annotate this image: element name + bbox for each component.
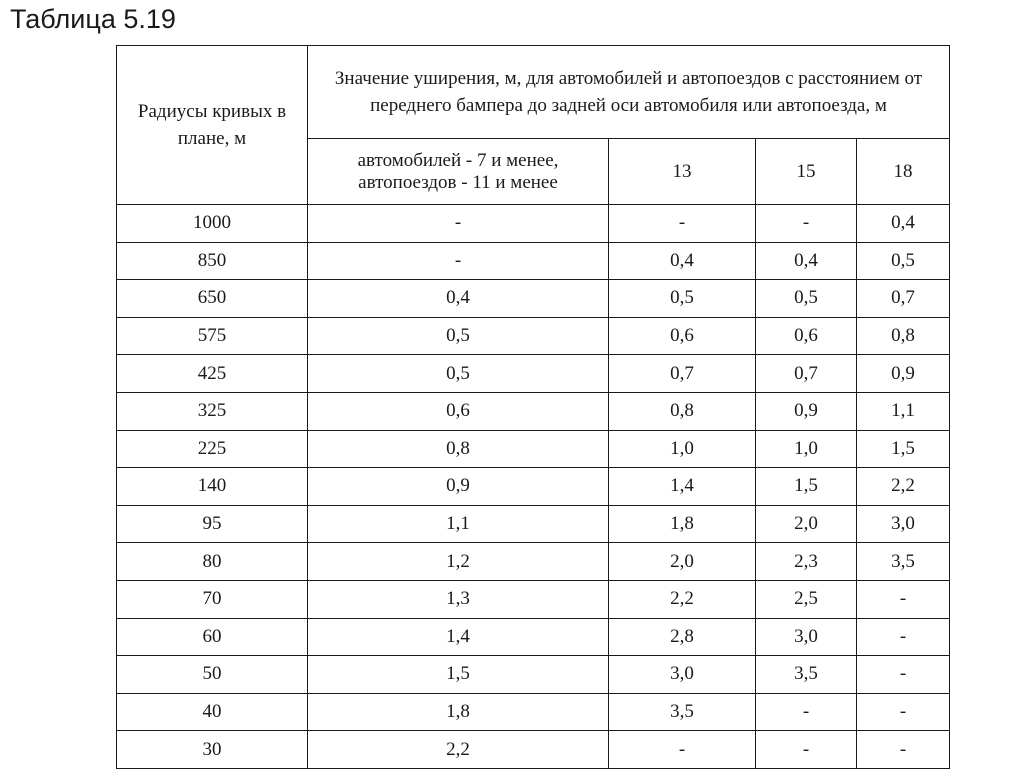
widening-value-cell: 2,2 <box>609 580 756 618</box>
widening-value-cell: - <box>857 693 950 731</box>
table-row <box>117 317 950 355</box>
header-row-group <box>117 46 950 139</box>
widening-value-cell: 0,5 <box>857 242 950 280</box>
table-row <box>117 618 950 656</box>
widening-value-cell: 1,5 <box>857 430 950 468</box>
table-row <box>117 430 950 468</box>
widening-value-cell: 2,8 <box>609 618 756 656</box>
widening-value-cell: 3,0 <box>609 656 756 694</box>
table-row <box>117 468 950 506</box>
table-row <box>117 693 950 731</box>
radius-cell: 325 <box>117 392 308 430</box>
widening-value-cell: 0,7 <box>609 355 756 393</box>
widening-value-cell: 0,8 <box>857 317 950 355</box>
widening-value-cell: 3,0 <box>756 618 857 656</box>
radius-cell: 425 <box>117 355 308 393</box>
column-header-15: 15 <box>756 139 857 205</box>
data-table <box>116 45 950 769</box>
radius-cell: 40 <box>117 693 308 731</box>
widening-value-cell: 1,1 <box>308 505 609 543</box>
widening-value-cell: - <box>609 205 756 243</box>
widening-value-cell: 0,9 <box>857 355 950 393</box>
radius-cell: 225 <box>117 430 308 468</box>
widening-value-cell: - <box>857 731 950 769</box>
widening-value-cell: - <box>308 205 609 243</box>
widening-value-cell: 1,0 <box>609 430 756 468</box>
widening-value-cell: 3,5 <box>609 693 756 731</box>
table-row <box>117 656 950 694</box>
widening-value-cell: 0,6 <box>308 392 609 430</box>
widening-value-cell: 0,8 <box>308 430 609 468</box>
widening-value-cell: 1,1 <box>857 392 950 430</box>
table-row <box>117 543 950 581</box>
widening-value-cell: - <box>857 618 950 656</box>
widening-value-cell: - <box>857 580 950 618</box>
column-header-18: 18 <box>857 139 950 205</box>
table-row <box>117 242 950 280</box>
table-row <box>117 205 950 243</box>
widening-value-cell: 0,4 <box>609 242 756 280</box>
widening-value-cell: 1,2 <box>308 543 609 581</box>
widening-value-cell: 0,9 <box>756 392 857 430</box>
widening-value-cell: 2,0 <box>756 505 857 543</box>
widening-value-cell: - <box>308 242 609 280</box>
widening-value-cell: 1,8 <box>609 505 756 543</box>
widening-value-cell: 1,0 <box>756 430 857 468</box>
widening-value-cell: 0,9 <box>308 468 609 506</box>
widening-value-cell: 0,5 <box>308 355 609 393</box>
widening-value-cell: - <box>609 731 756 769</box>
table-body <box>117 205 950 769</box>
radius-header-label: Радиусы кривых в плане, м <box>137 101 287 149</box>
widening-value-cell: 0,6 <box>756 317 857 355</box>
column-header-short-label: автомобилей - 7 и менее, автопоездов - 11 и менее <box>357 149 559 193</box>
radius-cell: 1000 <box>117 205 308 243</box>
widening-value-cell: 1,4 <box>308 618 609 656</box>
radius-cell: 95 <box>117 505 308 543</box>
widening-value-cell: 0,7 <box>857 280 950 318</box>
widening-value-cell: 1,3 <box>308 580 609 618</box>
radius-cell: 140 <box>117 468 308 506</box>
widening-value-cell: 2,0 <box>609 543 756 581</box>
table-row <box>117 505 950 543</box>
widening-value-cell: 3,0 <box>857 505 950 543</box>
radius-cell: 70 <box>117 580 308 618</box>
widening-value-cell: - <box>756 693 857 731</box>
widening-value-cell: 3,5 <box>756 656 857 694</box>
widening-value-cell: 2,5 <box>756 580 857 618</box>
widening-value-cell: 0,5 <box>308 317 609 355</box>
table-row <box>117 280 950 318</box>
widening-value-cell: 1,5 <box>308 656 609 694</box>
widening-value-cell: 0,4 <box>308 280 609 318</box>
widening-value-cell: - <box>756 731 857 769</box>
table-row <box>117 392 950 430</box>
widening-value-cell: 1,4 <box>609 468 756 506</box>
widening-value-cell: 2,2 <box>308 731 609 769</box>
radius-cell: 575 <box>117 317 308 355</box>
widening-value-cell: 0,4 <box>857 205 950 243</box>
widening-value-cell: 2,3 <box>756 543 857 581</box>
column-header-13: 13 <box>609 139 756 205</box>
widening-value-cell: 3,5 <box>857 543 950 581</box>
column-header-short <box>308 139 609 205</box>
widening-value-cell: 0,5 <box>756 280 857 318</box>
widening-value-cell: 1,8 <box>308 693 609 731</box>
radius-cell: 30 <box>117 731 308 769</box>
table-caption: Таблица 5.19 <box>10 4 176 34</box>
widening-group-header <box>308 46 950 139</box>
widening-value-cell: 0,4 <box>756 242 857 280</box>
widening-value-cell: - <box>756 205 857 243</box>
radius-cell: 80 <box>117 543 308 581</box>
widening-value-cell: 0,7 <box>756 355 857 393</box>
widening-value-cell: 0,5 <box>609 280 756 318</box>
radius-cell: 60 <box>117 618 308 656</box>
widening-value-cell: 1,5 <box>756 468 857 506</box>
widening-value-cell: 0,6 <box>609 317 756 355</box>
table-row <box>117 731 950 769</box>
widening-value-cell: - <box>857 656 950 694</box>
widening-value-cell: 2,2 <box>857 468 950 506</box>
widening-group-label: Значение уширения, м, для автомобилей и автопоездов с расстоянием от переднего бампера до задней оси автомобиля или автопоезда, м <box>334 68 923 116</box>
radius-header <box>117 46 308 205</box>
widening-value-cell: 0,8 <box>609 392 756 430</box>
radius-cell: 50 <box>117 656 308 694</box>
radius-cell: 850 <box>117 242 308 280</box>
table-row <box>117 580 950 618</box>
radius-cell: 650 <box>117 280 308 318</box>
table-row <box>117 355 950 393</box>
